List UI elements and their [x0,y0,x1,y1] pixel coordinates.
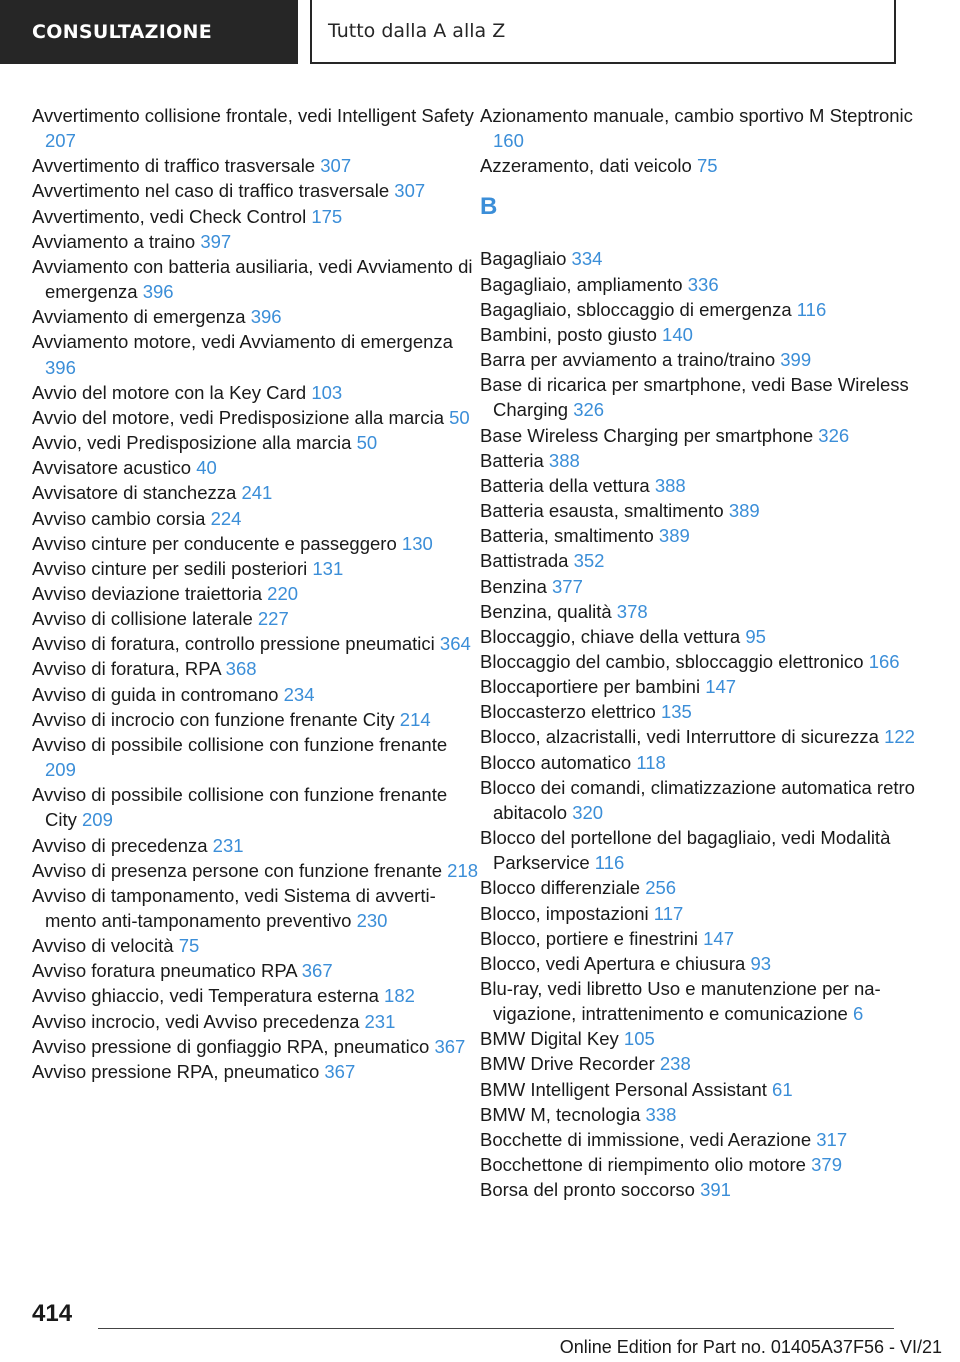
entry-term: Avvio, vedi Predisposizione alla marcia [32,432,352,454]
index-entry [480,750,928,775]
entry-term: Avviso di foratura, RPA [32,658,221,680]
index-entry [32,229,480,254]
index-entry [32,933,480,958]
entry-term: Bambini, posto giusto [480,323,657,345]
page-reference-link[interactable]: 135 [660,701,692,723]
entry-term: Borsa del pronto soccorso [480,1179,695,1201]
page-reference-link[interactable]: 230 [356,910,388,931]
page-reference-link[interactable]: 218 [447,859,479,881]
page-reference-link[interactable]: 175 [311,205,343,227]
index-entry [480,1177,928,1202]
index-entry [480,1127,928,1152]
entry-term: Avviso di precedenza [32,834,208,856]
index-entry [480,523,928,548]
entry-term: Avviso di possibile collisione con funzione frenante [32,733,448,755]
entry-term: Bloccaportiere per bambini [480,676,701,698]
index-entry [32,983,480,1008]
page-reference-link[interactable]: 122 [884,726,915,748]
index-entry [32,204,480,229]
index-entry [480,674,928,699]
index-entry [480,1102,928,1127]
page-reference-link[interactable]: 238 [659,1053,691,1075]
index-column-left [32,103,480,1084]
index-entry [480,1051,928,1076]
entry-term: BMW Drive Recorder [480,1053,655,1075]
entry-term: BMW Digital Key [480,1028,619,1050]
entry-term: Avvertimento collisione frontale, vedi Intelligent Safety [32,105,474,126]
entry-term: Azionamento manuale, cambio sportivo M Steptronic [480,105,913,126]
index-entry [480,297,928,322]
page-reference-link[interactable]: 307 [394,180,426,202]
page-reference-link[interactable]: 75 [696,155,718,177]
index-entry [32,581,480,606]
entry-term: Batteria, smaltimento [480,525,654,547]
index-entry [480,548,928,573]
index-entry [32,455,480,480]
page-reference-link[interactable]: 50 [356,432,378,454]
page-reference-link[interactable]: 207 [45,130,76,152]
index-letter-b: B [480,193,498,221]
entry-term: Bagagliaio, sbloccaggio di emergenza [480,298,792,320]
entry-term: Avviso cinture per sedili posteriori [32,557,308,579]
page-reference-link[interactable]: 352 [573,550,605,572]
index-entry [32,480,480,505]
index-entry [32,329,480,379]
page-reference-link[interactable]: 397 [200,230,232,252]
entry-term: Blocco automatico [480,751,632,773]
index-entry [32,1059,480,1084]
entry-term: Avviso cinture per conducente e passeggero [32,532,397,554]
entry-term: Base di ricarica per smartphone, vedi Base Wireless Charging [480,374,909,421]
index-entry [32,732,480,782]
index-group-b [480,246,928,1202]
entry-term: Bagagliaio [480,248,567,270]
index-entry [32,178,480,203]
entry-term: Avviso di possibile collisione con funzione frenante City [32,784,448,831]
page-reference-link[interactable]: 214 [399,708,431,730]
entry-term: Benzina, qualità [480,600,612,622]
index-entry [32,682,480,707]
index-group-a [480,103,928,178]
entry-term: Battistrada [480,550,569,572]
page-reference-link[interactable]: 231 [364,1010,396,1032]
index-entry [480,423,928,448]
page-reference-link[interactable]: 130 [401,532,433,554]
page-reference-link[interactable]: 334 [571,248,603,270]
entry-term: Avviamento di emergenza [32,306,246,328]
page-reference-link[interactable]: 105 [623,1028,655,1050]
index-entry [480,1152,928,1177]
index-entry [32,631,480,656]
entry-term: Avviso ghiaccio, vedi Temperatura esterna [32,985,379,1007]
page-reference-link[interactable]: 377 [552,575,583,597]
page-reference-link[interactable]: 140 [662,323,693,345]
page-reference-link[interactable]: 131 [312,557,344,579]
entry-term: Blocco, portiere e finestrini [480,927,698,949]
page-reference-link[interactable]: 326 [573,399,605,421]
entry-term: Avviso di foratura, controllo pressione pneumatici [32,633,435,655]
index-entry [480,103,928,153]
entry-term: Avviso deviazione traiettoria [32,582,263,604]
page-reference-link[interactable]: 40 [196,457,217,479]
page-reference-link[interactable]: 338 [645,1103,677,1125]
index-entry [480,498,928,523]
entry-term: Avviso di velocità [32,935,174,957]
entry-term: Avviamento a traino [32,230,196,252]
entry-term: Avviso cambio corsia [32,507,206,529]
index-entry [480,599,928,624]
entry-term: Avviamento con batteria ausiliaria, vedi Avviamento di emergenza [32,255,473,303]
page-reference-link[interactable]: 103 [311,381,343,403]
page-reference-link[interactable]: 389 [658,525,690,547]
index-entry [32,707,480,732]
index-entry [480,1026,928,1051]
entry-term: Avvertimento di traffico trasversale [32,155,316,177]
entry-term: Avviso incrocio, vedi Avviso precedenza [32,1010,360,1032]
page-reference-link[interactable]: 147 [705,676,737,698]
index-entry [480,347,928,372]
index-entry [480,473,928,498]
index-entry [32,1034,480,1059]
page-reference-link[interactable]: 379 [811,1154,842,1176]
section-title: CONSULTAZIONE [32,21,213,43]
page-reference-link[interactable]: 6 [852,1003,864,1025]
entry-term: Base Wireless Charging per smartphone [480,424,814,446]
page-reference-link[interactable]: 93 [750,952,772,974]
page-reference-link[interactable]: 116 [796,298,827,320]
entry-term: BMW Intelligent Personal Assistant [480,1078,767,1100]
index-entry [480,272,928,297]
index-entry [32,782,480,832]
index-entry [480,951,928,976]
entry-term: Blocco dei comandi, climatizzazione automatica retro abitacolo [480,776,915,823]
index-entry [32,858,480,883]
index-entry [480,724,928,749]
section-tab [0,0,298,64]
entry-term: Avviso di guida in contromano [32,683,279,705]
index-entry [480,153,928,178]
page-reference-link[interactable]: 367 [434,1035,466,1057]
page-reference-link[interactable]: 368 [225,658,257,680]
index-entry [32,556,480,581]
page-reference-link[interactable]: 367 [324,1060,356,1082]
page-reference-link[interactable]: 364 [439,633,471,655]
page-reference-link[interactable]: 336 [687,273,719,295]
page-reference-link[interactable]: 389 [728,500,760,522]
index-entry [480,775,928,825]
entry-term: Avviso di incrocio con funzione frenante City [32,708,395,730]
page-reference-link[interactable]: 396 [142,281,174,303]
entry-term: Bloccasterzo elettrico [480,701,656,723]
page-reference-link[interactable]: 160 [493,130,524,152]
index-column-right [480,103,928,1202]
index-entry [480,624,928,649]
entry-term: BMW M, tecnologia [480,1103,641,1125]
page-reference-link[interactable]: 50 [449,406,470,428]
page-reference-link[interactable]: 231 [212,834,244,856]
entry-term: Blocco, alzacristalli, vedi Interruttore di sicurezza [480,726,879,748]
page-reference-link[interactable]: 95 [745,625,766,647]
chapter-header [310,0,896,64]
index-entry [32,103,480,153]
entry-term: Batteria esausta, smaltimento [480,500,724,522]
page-reference-link[interactable]: 388 [654,474,686,496]
entry-term: Bloccaggio del cambio, sbloccaggio elettronico [480,650,864,672]
page-reference-link[interactable]: 399 [780,349,812,371]
entry-term: Blocco, impostazioni [480,902,649,924]
page-reference-link[interactable]: 227 [257,608,289,630]
entry-term: Avviso di presenza persone con funzione frenante [32,859,443,881]
index-entry [480,246,928,271]
entry-term: Bocchette di immissione, vedi Aerazione [480,1128,812,1150]
entry-term: Bagagliaio, ampliamento [480,273,683,295]
index-entry [32,430,480,455]
index-entry [32,656,480,681]
index-entry [480,825,928,875]
page-reference-link[interactable]: 166 [868,650,900,672]
page-reference-link[interactable]: 241 [241,482,273,504]
entry-term: Bloccaggio, chiave della vettura [480,625,741,647]
page-reference-link[interactable]: 256 [645,877,677,899]
page-reference-link[interactable]: 209 [45,759,76,781]
entry-term: Avvertimento, vedi Check Control [32,205,307,227]
entry-term: Blocco, vedi Apertura e chiusura [480,952,746,974]
index-entry [32,606,480,631]
page-reference-link[interactable]: 234 [283,683,315,705]
index-entry [480,1077,928,1102]
page-reference-link[interactable]: 75 [178,935,200,957]
page-reference-link[interactable]: 378 [616,600,648,622]
index-entry [480,322,928,347]
page-reference-link[interactable]: 147 [703,927,735,949]
entry-term: Avvisatore di stanchezza [32,482,237,504]
page-reference-link[interactable]: 209 [82,809,113,831]
index-entry [32,506,480,531]
page-reference-link[interactable]: 182 [384,985,415,1007]
index-entry [480,926,928,951]
page-reference-link[interactable]: 326 [818,424,850,446]
entry-term: Avvio del motore con la Key Card [32,381,307,403]
index-entry [32,1009,480,1034]
entry-term: Avviso pressione di gonfiaggio RPA, pneumatico [32,1035,430,1057]
page-reference-link[interactable]: 317 [816,1128,848,1150]
index-entry [32,153,480,178]
index-entry [32,883,480,933]
page-reference-link[interactable]: 118 [636,751,666,773]
page-reference-link[interactable]: 396 [45,356,76,378]
index-entry [32,531,480,556]
page-reference-link[interactable]: 320 [572,801,604,823]
entry-term: Benzina [480,575,547,597]
entry-term: Azzeramento, dati veicolo [480,155,692,177]
page-reference-link[interactable]: 116 [594,852,625,874]
entry-term: Blocco differenziale [480,877,641,899]
index-entry [480,649,928,674]
entry-term: Avviso foratura pneumatico RPA [32,960,297,982]
page-reference-link[interactable]: 220 [267,582,299,604]
entry-term: Blu-ray, vedi libretto Uso e manutenzione per navigazione, intrattenimento e comunicazione [480,978,881,1025]
page-reference-link[interactable]: 367 [301,960,333,982]
index-entry [480,574,928,599]
index-entry [480,875,928,900]
index-entry [32,380,480,405]
entry-term: Blocco del portellone del bagagliaio, vedi Modalità Parkservice [480,827,891,874]
index-entry [32,254,480,304]
entry-term: Avviso pressione RPA, pneumatico [32,1060,320,1082]
page-reference-link[interactable]: 224 [210,507,242,529]
entry-term: Avviso di tamponamento, vedi Sistema di avvertimento anti-tamponamento preventivo [32,884,436,931]
footer-divider [98,1328,894,1329]
index-entry [480,372,928,422]
chapter-title: Tutto dalla A alla Z [328,20,506,42]
page-reference-link[interactable]: 391 [700,1179,731,1201]
index-entry [32,958,480,983]
entry-term: Avvisatore acustico [32,457,192,479]
entry-term: Avvio del motore, vedi Predisposizione alla marcia [32,406,444,428]
index-entry [32,833,480,858]
index-entry [480,976,928,1026]
edition-text: Online Edition for Part no. 01405A37F56 - VI/21 [559,1337,942,1357]
index-entry [32,405,480,430]
index-entry [32,304,480,329]
page-number: 414 [32,1300,73,1327]
index-entry [480,901,928,926]
entry-term: Avviso di collisione laterale [32,608,253,630]
entry-term: Bocchettone di riempimento olio motore [480,1154,806,1176]
page-reference-link[interactable]: 61 [772,1078,793,1100]
entry-term: Barra per avviamento a traino/traino [480,349,776,371]
entry-term: Batteria della vettura [480,474,650,496]
page-reference-link[interactable]: 307 [320,155,352,177]
page-reference-link[interactable]: 396 [250,306,282,328]
index-entry [480,448,928,473]
index-entry [480,699,928,724]
page-reference-link[interactable]: 388 [548,449,580,471]
entry-term: Avviamento motore, vedi Avviamento di emergenza [32,331,453,353]
page-reference-link[interactable]: 117 [653,902,684,924]
entry-term: Batteria [480,449,544,471]
entry-term: Avvertimento nel caso di traffico trasversale [32,180,390,202]
